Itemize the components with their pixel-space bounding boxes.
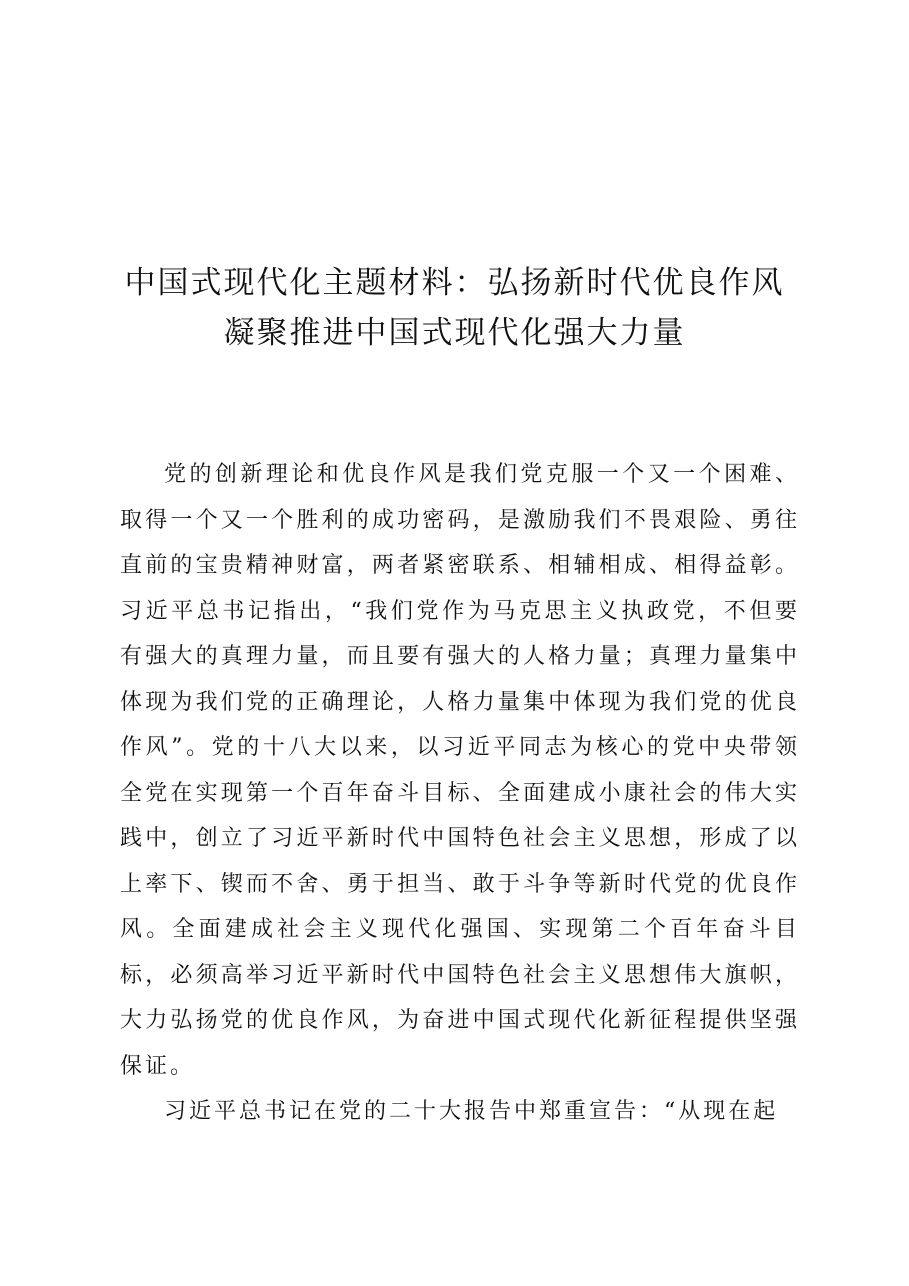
body-paragraph-2: 习近平总书记在党的二十大报告中郑重宣告：“从现在起 bbox=[164, 1099, 779, 1124]
document-body bbox=[120, 452, 800, 1135]
document-title bbox=[0, 258, 909, 358]
title-line-2: 凝聚推进中国式现代化强大力量 bbox=[223, 315, 686, 351]
title-line-1: 中国式现代化主题材料：弘扬新时代优良作风 bbox=[124, 265, 785, 301]
body-paragraph-1: 党的创新理论和优良作风是我们党克服一个又一个困难、取得一个又一个胜利的成功密码，是激励我们不畏艰险、勇往直前的宝贵精神财富，两者紧密联系、相辅相成、相得益彰。习近平总书记指出，“我们党作为马克思主义执政党，不但要有强大的真理力量，而且要有强大的人格力量；真理力量集中体现为我们党的正确理论，人格力量集中体现为我们党的优良作风”。党的十八大以来，以习近平同志为核心的党中央带领全党在实现第一个百年奋斗目标、全面建成小康社会的伟大实践中，创立了习近平新时代中国特色社会主义思想，形成了以上率下、锲而不舍、勇于担当、敢于斗争等新时代党的优良作风。全面建成社会主义现代化强国、实现第二个百年奋斗目标，必须高举习近平新时代中国特色社会主义思想伟大旗帜，大力弘扬党的优良作风，为奋进中国式现代化新征程提供坚强保证。 bbox=[120, 462, 800, 1079]
